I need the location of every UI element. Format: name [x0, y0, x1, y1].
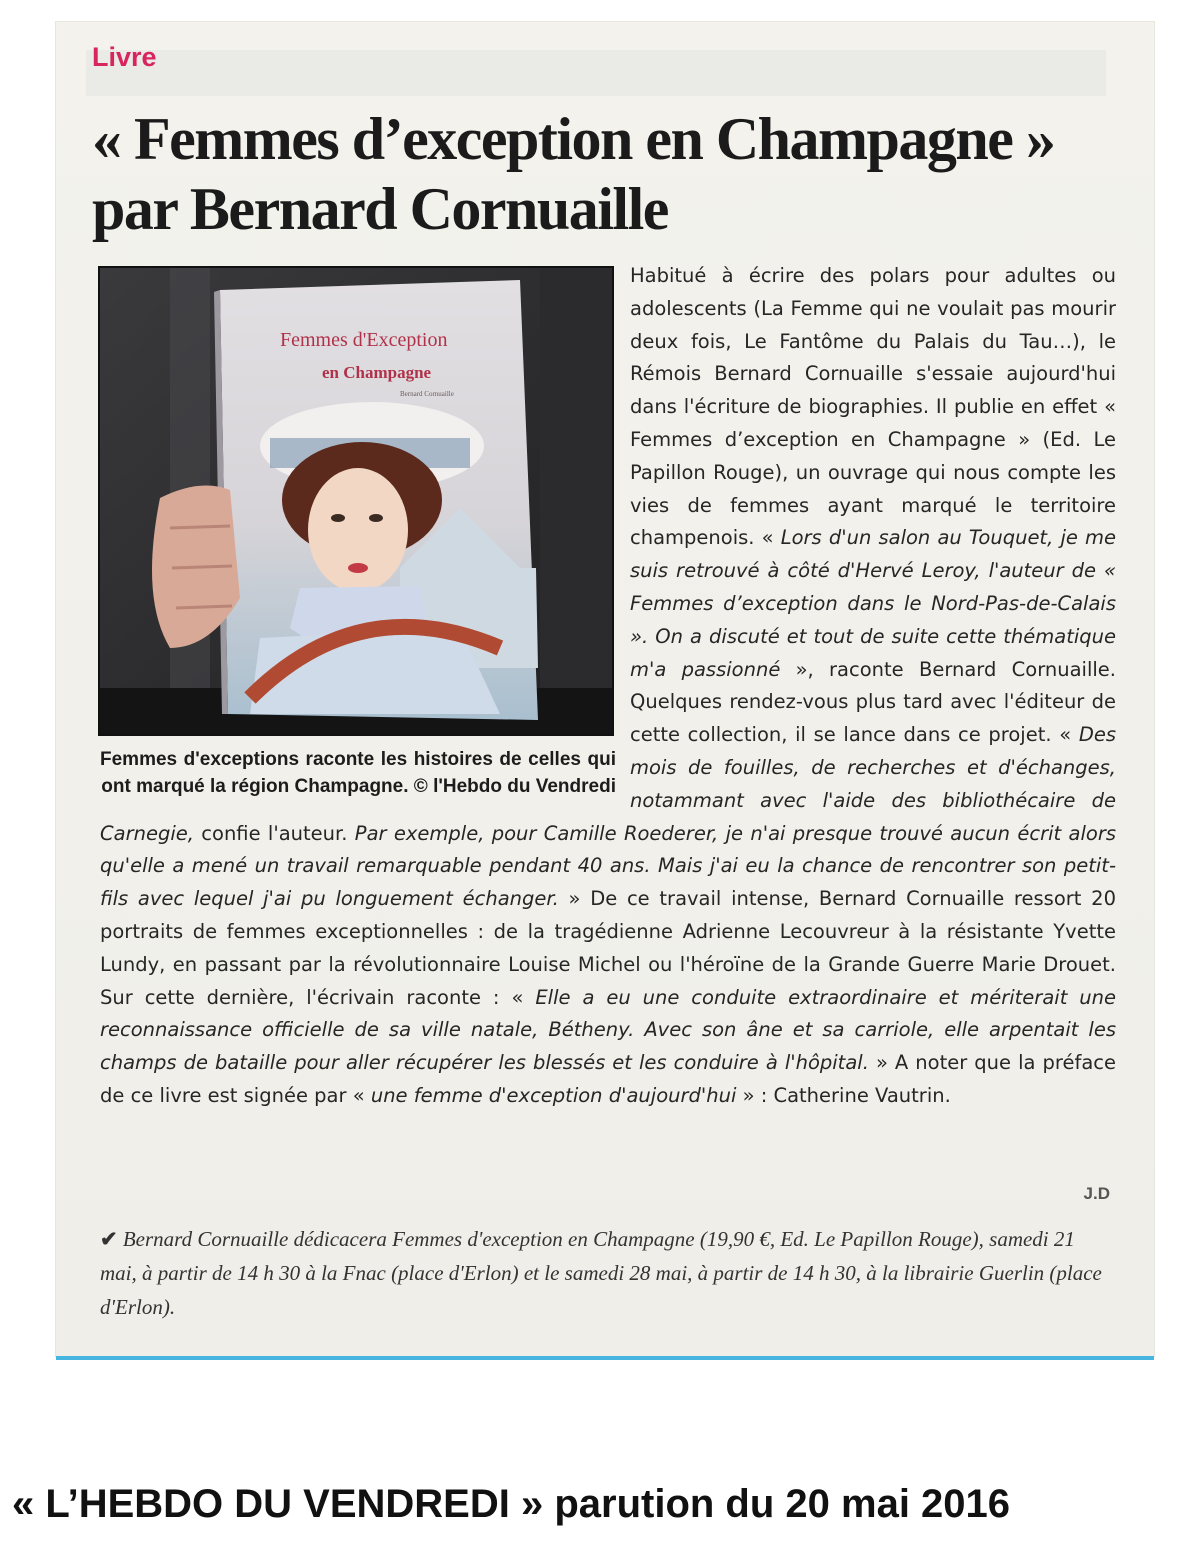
quote-5: une femme d'exception d'aujourd'hui	[364, 1083, 737, 1107]
photo-caption: Femmes d'exceptions raconte les histoires de celles qui ont marqué la région Champagne. © l'Hebdo du Vendredi	[100, 749, 616, 797]
publication-footer: « L’HEBDO DU VENDREDI » parution du 20 mai 2016	[12, 1482, 1011, 1526]
quote-4: Elle a eu une conduite extraordinaire et mériterait une reconnaissance officielle de sa ville natale, Bétheny. Avec son âne et sa carriole, elle arpentait les champs de bataille pour aller récupérer les blessés et les conduire à l'hôpital.	[100, 985, 1116, 1075]
section-rubric: Livre	[92, 42, 157, 72]
body-p1: Habitué à écrire des polars pour adultes ou adolescents (La Femme qui ne voulait pas mourir deux fois, Le Fantôme du Palais du Tau…), le Rémois Bernard Cornuaille s'essaie aujourd'hui dans l'écriture de biographies. Il publie en effet « Femmes d’exception en Champagne » (Ed. Le Papillon Rouge), un ouvrage qui nous compte les vies de femmes ayant marqué le territoire champenois. «	[630, 264, 1116, 550]
signing-info	[100, 1222, 1110, 1324]
body-p4: » De ce travail intense, Bernard Cornuaille ressort 20 portraits de femmes exceptionnelles : de la tragédienne Adrienne Lecouvreur à la résistante Yvette Lundy, en passant par la révolutionnaire Louise Michel ou l'héroïne de la Grande Guerre Marie Drouet. Sur cette dernière, l'écrivain raconte : «	[100, 887, 1116, 1009]
signing-info-text: Bernard Cornuaille dédicacera Femmes d'exception en Champagne (19,90 €, Ed. Le Papillon Rouge), samedi 21 mai, à partir de 14 h 30 à la Fnac (place d'Erlon) et le samedi 28 mai, à partir de 14 h 30, à la librairie Guerlin (place d'Erlon).	[100, 1227, 1102, 1319]
body-p5: » A noter que la préface de ce livre est signée par «	[100, 1051, 1116, 1107]
quote-2: Des mois de fouilles, de recherches et d'échanges, notammant avec l'aide des bibliothécaire de Carnegie,	[100, 723, 1116, 845]
clipping-edge-line	[56, 1356, 1154, 1360]
photo-column-spacer	[100, 260, 630, 808]
article-body	[100, 260, 1116, 1113]
book-cover-title-line1: Femmes d'Exception	[280, 329, 448, 351]
author-signature: J.D	[1083, 1184, 1110, 1203]
newspaper-clipping	[56, 22, 1154, 1356]
body-p3: confie l'auteur.	[193, 821, 348, 845]
bleed-through-band	[86, 50, 1106, 96]
quote-1: Lors d'un salon au Touquet, je me suis retrouvé à côté d'Hervé Leroy, l'auteur de « Femmes d’exception dans le Nord-Pas-de-Calais ». On a discuté et tout de suite cette thématique m'a passionné	[630, 526, 1117, 681]
book-cover-title-line2: en Champagne	[322, 363, 432, 382]
quote-3: Par exemple, pour Camille Roederer, je n'ai presque trouvé aucun écrit alors qu'elle a mené un travail remarquable pendant 40 ans. Mais j'ai eu la chance de rencontrer son petit-fils avec lequel j'ai pu longuement échanger.	[100, 821, 1116, 911]
check-icon: ✔	[100, 1227, 118, 1251]
article-headline: « Femmes d’exception en Champagne » par Bernard Cornuaille	[92, 106, 1055, 242]
body-p2: », raconte Bernard Cornuaille. Quelques rendez-vous plus tard avec l'éditeur de cette collection, il se lance dans ce projet. «	[630, 657, 1116, 747]
body-p6: » : Catherine Vautrin.	[736, 1083, 951, 1107]
book-cover-author: Bernard Cornuaille	[400, 390, 454, 398]
